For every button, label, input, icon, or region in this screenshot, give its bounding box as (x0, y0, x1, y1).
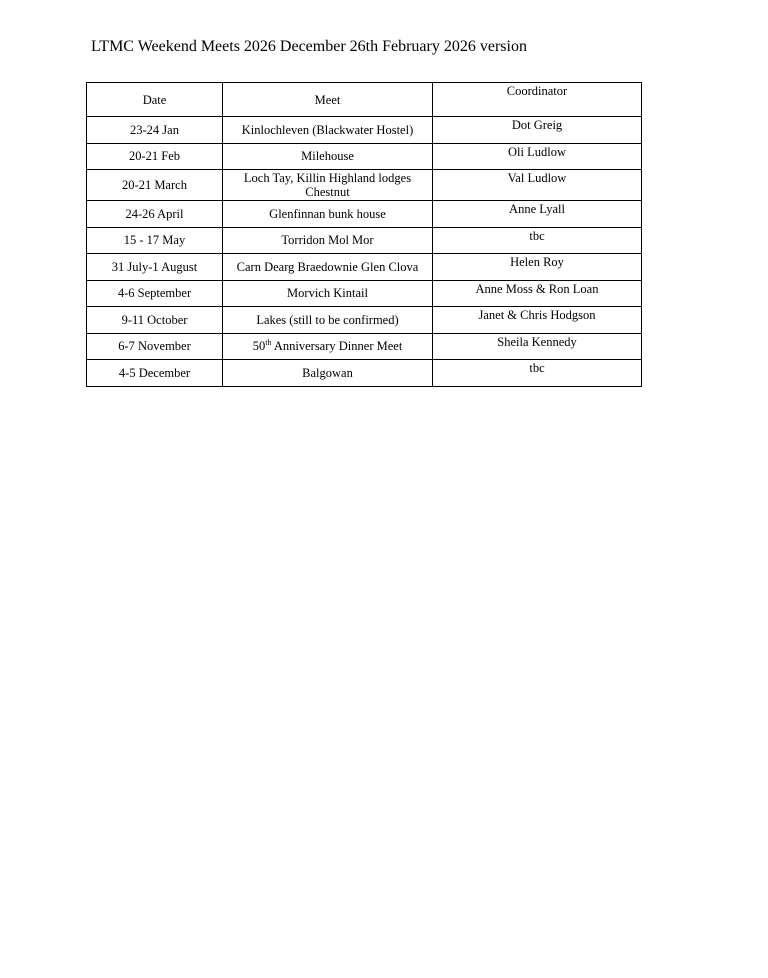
date-cell: 20-21 Feb (87, 143, 223, 170)
meet-cell: Glenfinnan bunk house (223, 201, 433, 228)
table-row (87, 227, 642, 254)
meet-ordinal-suffix: th (265, 338, 272, 348)
page-title: LTMC Weekend Meets 2026 December 26th February 2026 version (91, 38, 527, 55)
meet-number: 50 (252, 339, 266, 354)
coordinator-cell: Sheila Kennedy (433, 333, 642, 360)
meet-cell: Morvich Kintail (223, 280, 433, 307)
header-coordinator: Coordinator (433, 83, 642, 117)
date-cell: 31 July-1 August (87, 254, 223, 281)
meet-cell: Lakes (still to be confirmed) (223, 307, 433, 334)
meet-text: Anniversary Dinner Meet (271, 339, 403, 354)
coordinator-cell: Anne Lyall (433, 201, 642, 228)
table-row (87, 170, 642, 201)
coordinator-cell: tbc (433, 227, 642, 254)
table-header-row (87, 83, 642, 117)
table-row (87, 254, 642, 281)
date-cell: 23-24 Jan (87, 117, 223, 144)
meet-line-2: Chestnut (305, 185, 350, 199)
meet-cell: Torridon Mol Mor (223, 227, 433, 254)
meet-cell: Kinlochleven (Blackwater Hostel) (223, 117, 433, 144)
coordinator-cell: Dot Greig (433, 117, 642, 144)
date-cell: 6-7 November (87, 333, 223, 360)
meets-table (86, 82, 642, 387)
table-row (87, 117, 642, 144)
date-cell: 4-5 December (87, 360, 223, 387)
table-row (87, 201, 642, 228)
date-cell: 24-26 April (87, 201, 223, 228)
meet-line-1: Loch Tay, Killin Highland lodges (243, 171, 412, 185)
date-cell: 15 - 17 May (87, 227, 223, 254)
date-cell: 20-21 March (87, 170, 223, 201)
coordinator-cell: tbc (433, 360, 642, 387)
coordinator-cell: Helen Roy (433, 254, 642, 281)
meet-cell (223, 170, 433, 201)
table-row (87, 333, 642, 360)
header-meet: Meet (223, 83, 433, 117)
table-row (87, 307, 642, 334)
coordinator-cell: Anne Moss & Ron Loan (433, 280, 642, 307)
header-date: Date (87, 83, 223, 117)
table-row (87, 360, 642, 387)
table-row (87, 280, 642, 307)
meet-cell: Carn Dearg Braedownie Glen Clova (223, 254, 433, 281)
coordinator-cell: Val Ludlow (433, 170, 642, 201)
meet-cell: Balgowan (223, 360, 433, 387)
date-cell: 9-11 October (87, 307, 223, 334)
date-cell: 4-6 September (87, 280, 223, 307)
coordinator-cell: Janet & Chris Hodgson (433, 307, 642, 334)
coordinator-cell: Oli Ludlow (433, 143, 642, 170)
table-row (87, 143, 642, 170)
meet-cell (223, 333, 433, 360)
meet-cell: Milehouse (223, 143, 433, 170)
